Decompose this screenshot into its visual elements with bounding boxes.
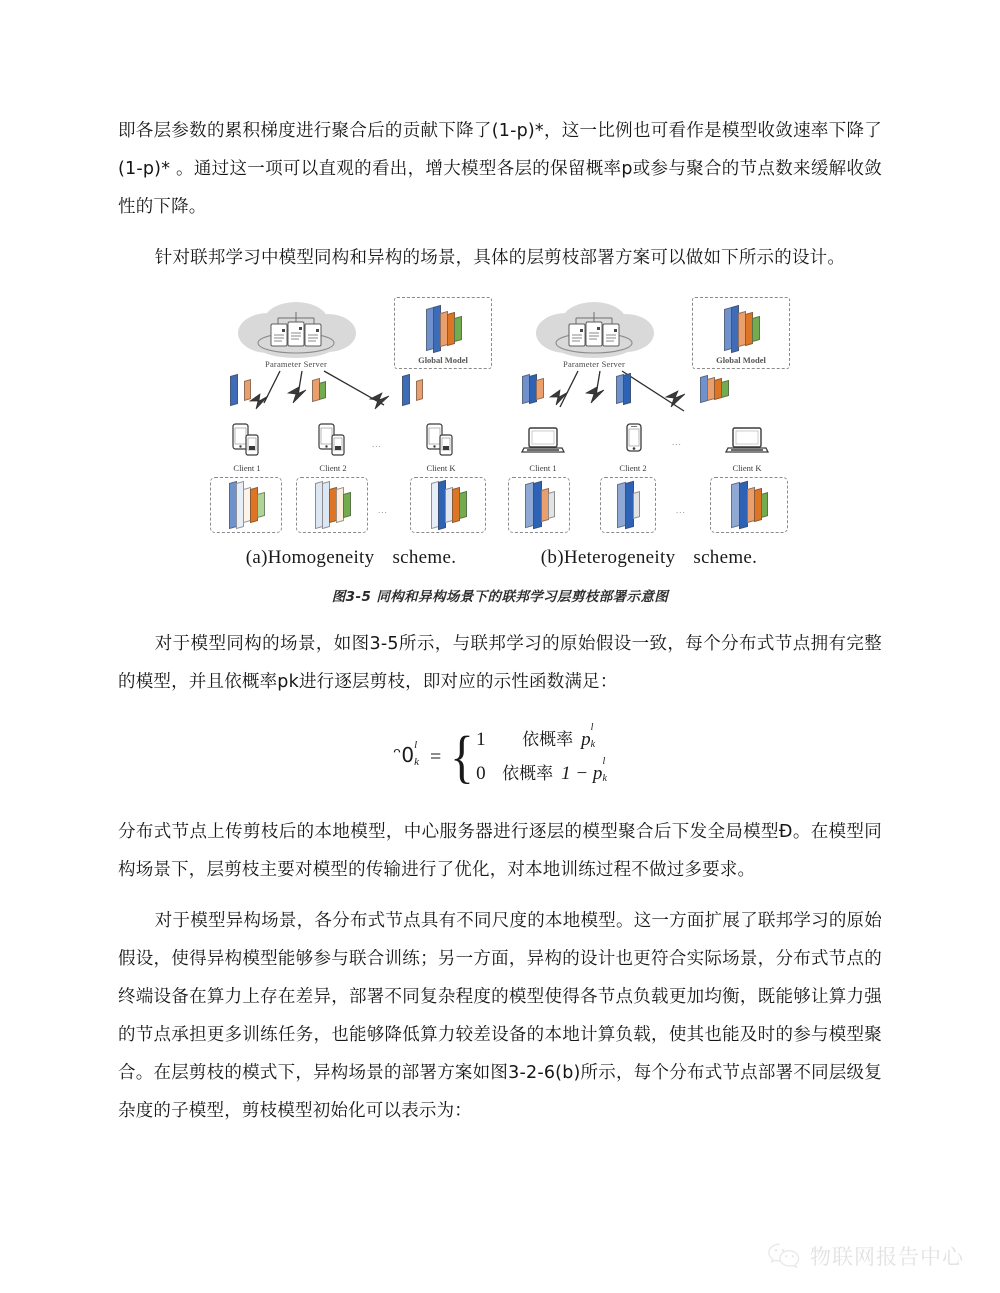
paragraph-1: 即各层参数的累积梯度进行聚合后的贡献下降了(1-p)*，这一比例也可看作是模型收敛速率下降了(1-p)* 。通过这一项可以直观的看出，增大模型各层的保留概率p或参与聚合的节点数来缓解收敛性的下降。	[118, 121, 882, 217]
case-1-sup: l	[590, 722, 594, 734]
global-model-label: Global Model	[716, 355, 766, 365]
scheme-a-suffix: scheme.	[392, 547, 457, 568]
equation-lhs-sub: k	[414, 755, 419, 768]
equation-lhs	[393, 738, 423, 774]
model-layer	[536, 378, 544, 400]
equation-cases	[476, 723, 607, 791]
local-model-client-2	[600, 477, 656, 533]
parameter-server-label: Parameter Server	[563, 359, 625, 369]
equation-brace: {	[450, 724, 475, 790]
smartphone-icon	[421, 423, 461, 457]
smartphone-icon	[313, 423, 353, 457]
local-model-client-2	[296, 477, 368, 533]
paragraph-2: 针对联邦学习中模型同构和异构的场景，具体的层剪枝部署方案可以做如下所示的设计。	[154, 248, 846, 268]
local-model-client-1	[210, 477, 282, 533]
models-ellipsis: ...	[378, 505, 388, 515]
smartphone-icon	[227, 423, 267, 457]
model-layer	[343, 492, 351, 518]
scheme-b-suffix: scheme.	[693, 547, 758, 568]
case-2-text: 依概率	[502, 764, 554, 784]
client-k	[412, 423, 470, 473]
laptop-icon	[520, 425, 566, 457]
model-layer	[721, 380, 729, 398]
client-label: Client 1	[529, 463, 557, 473]
scheme-labels	[200, 547, 800, 569]
local-model-row	[504, 477, 794, 535]
page-content	[118, 112, 882, 1130]
equation-equals: =	[429, 745, 442, 768]
case-1-value: 1	[476, 729, 486, 750]
model-layer	[230, 374, 238, 406]
scheme-label-a	[206, 547, 496, 569]
diagram-homogeneity	[206, 295, 496, 545]
figure-3-5	[118, 295, 882, 605]
local-model-client-k	[410, 477, 486, 533]
equation-case-1	[476, 723, 607, 757]
watermark-text: 物联网报告中心	[810, 1245, 964, 1269]
model-layer	[548, 491, 555, 519]
model-layer	[257, 492, 265, 518]
equation-case-2	[476, 757, 607, 791]
model-layer	[402, 374, 410, 406]
case-2-value: 0	[476, 763, 486, 784]
global-model-label: Global Model	[418, 355, 468, 365]
client-row	[206, 423, 496, 473]
watermark	[767, 1241, 964, 1271]
parameter-server-label: Parameter Server	[265, 359, 327, 369]
model-layer	[752, 316, 760, 342]
server-client-links	[504, 369, 794, 429]
case-1-sub: k	[590, 739, 596, 751]
paragraph-3: 对于模型同构的场景，如图3-5所示，与联邦学习的原始假设一致，每个分布式节点拥有完整的模型，并且依概率pk进行逐层剪枝，即对应的示性函数满足：	[118, 634, 882, 692]
model-layer	[416, 379, 423, 401]
scheme-label-b	[504, 547, 794, 569]
cloud-server-icon	[232, 299, 360, 361]
spacer	[118, 226, 882, 239]
case-2-sub: k	[602, 773, 607, 785]
model-layer	[319, 380, 326, 399]
client-row	[504, 423, 794, 473]
laptop-icon	[724, 425, 770, 457]
figure-caption: 图3-5 同构和异构场景下的联邦学习层剪枝部署示意图	[331, 589, 669, 605]
scheme-a-prefix: (a)Homogeneity	[245, 547, 375, 568]
case-1-prob: p	[581, 729, 591, 750]
uplink-model-client-2	[312, 375, 325, 405]
uplink-model-client-k	[700, 373, 728, 405]
model-layer	[633, 491, 640, 519]
case-2-prob: 1 − p	[561, 763, 603, 784]
client-1	[514, 425, 572, 473]
model-layer	[761, 492, 768, 518]
client-label: Client K	[732, 463, 762, 473]
local-model-client-1	[508, 477, 570, 533]
uplink-model-client-k	[402, 373, 422, 407]
models-ellipsis: ...	[676, 505, 686, 515]
client-label: Client 2	[319, 463, 347, 473]
model-layer	[454, 316, 462, 342]
local-model-client-k	[710, 477, 788, 533]
case-1-indices	[591, 723, 595, 754]
clients-ellipsis: ...	[372, 439, 382, 449]
client-1	[218, 423, 276, 473]
equation-indicator-symbol: ᵔ0	[393, 742, 415, 767]
uplink-model-client-1	[230, 373, 250, 407]
spacer	[118, 889, 882, 902]
case-2-indices	[602, 757, 606, 788]
uplink-model-client-1	[522, 373, 543, 405]
spacer	[118, 605, 882, 625]
client-label: Client K	[426, 463, 456, 473]
client-k	[718, 425, 776, 473]
global-model-box	[692, 297, 790, 369]
paragraph-5: 对于模型异构场景，各分布式节点具有不同尺度的本地模型。这一方面扩展了联邦学习的原始假设，使得异构模型能够参与联合训练；另一方面，异构的设计也更符合实际场景，分布式节点的终端设备在算力上存在差异，部署不同复杂程度的模型使得各节点负载更加均衡，既能够让算力强的节点承担更多训练任务，也能够降低算力较差设备的本地计算负载，使其也能及时的参与模型聚合。在层剪枝的模式下，异构场景的部署方案如图3-2-6(b)所示，每个分布式节点部署不同层级复杂度的子模型，剪枝模型初始化可以表示为：	[118, 911, 882, 1121]
global-model-box	[394, 297, 492, 369]
local-model-row	[206, 477, 496, 535]
case-2-sup: l	[602, 756, 606, 768]
wechat-icon	[767, 1242, 801, 1270]
cloud-server-icon	[530, 299, 658, 361]
figure-diagrams	[200, 295, 800, 545]
equation-lhs-indices	[414, 740, 419, 773]
client-2	[304, 423, 362, 473]
smartphone-icon	[618, 423, 648, 457]
client-2	[604, 423, 662, 473]
indicator-function-equation	[118, 723, 882, 791]
diagram-heterogeneity	[504, 295, 794, 545]
clients-ellipsis: ...	[672, 437, 682, 447]
client-label: Client 2	[619, 463, 647, 473]
client-label: Client 1	[233, 463, 261, 473]
paragraph-4: 分布式节点上传剪枝后的本地模型，中心服务器进行逐层的模型聚合后下发全局模型Ð。在模型同构场景下，层剪枝主要对模型的传输进行了优化，对本地训练过程不做过多要求。	[118, 822, 882, 880]
uplink-model-client-2	[616, 373, 630, 405]
model-layer	[459, 491, 467, 519]
equation-lhs-sup: l	[414, 738, 418, 751]
model-layer	[623, 373, 631, 405]
model-layer	[244, 379, 251, 401]
scheme-b-prefix: (b)Heterogeneity	[540, 547, 676, 568]
case-1-text: 依概率	[522, 730, 574, 750]
